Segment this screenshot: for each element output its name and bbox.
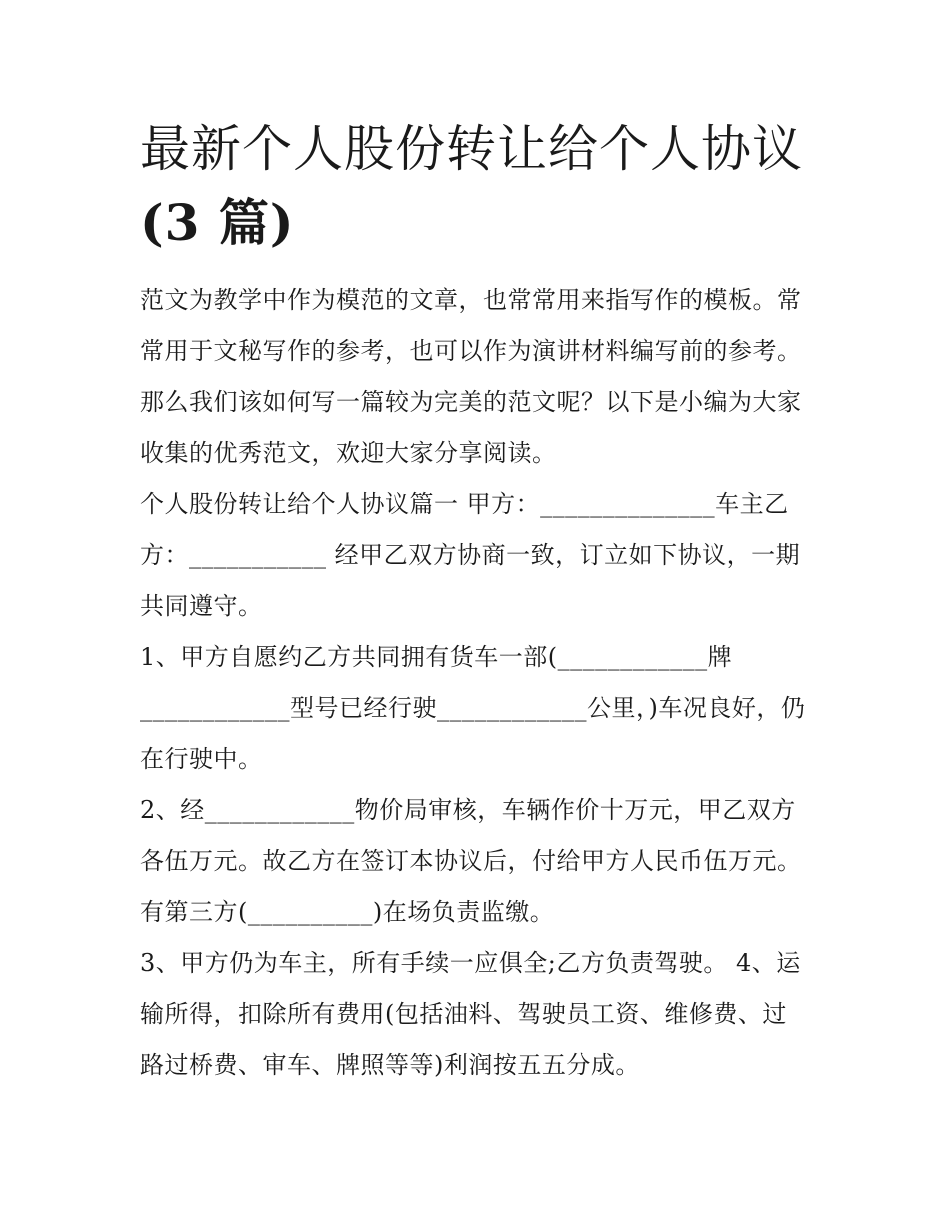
title-line-1: 最新个人股份转让给个人协议: [140, 120, 803, 178]
body-line-12: 各伍万元。故乙方在签订本协议后，付给甲方人民币伍万元。: [140, 847, 802, 875]
body-line-6: 方：___________ 经甲乙双方协商一致，订立如下协议，一期: [140, 541, 801, 569]
body-line-2: 常用于文秘写作的参考，也可以作为演讲材料编写前的参考。: [140, 337, 802, 365]
title-line-2: (3 篇): [140, 193, 295, 252]
body-line-10: 在行驶中。: [140, 745, 263, 773]
document-title: [140, 112, 830, 260]
body-line-11: 2、经____________物价局审核，车辆作价十万元，甲乙双方: [140, 796, 796, 824]
body-line-7: 共同遵守。: [140, 592, 263, 620]
body-line-1: 范文为教学中作为模范的文章，也常常用来指写作的模板。常: [140, 286, 802, 314]
body-line-9: ____________型号已经行驶____________公里，)车况良好，仍: [140, 694, 806, 722]
body-line-8: 1、甲方自愿约乙方共同拥有货车一部(____________牌: [140, 643, 733, 671]
body-line-3: 那么我们该如何写一篇较为完美的范文呢？以下是小编为大家: [140, 388, 802, 416]
body-line-13: 有第三方(__________)在场负责监缴。: [140, 898, 555, 926]
body-line-14: 3、甲方仍为车主，所有手续一应俱全;乙方负责驾驶。 4、运: [140, 949, 801, 977]
body-line-16: 路过桥费、审车、牌照等等)利润按五五分成。: [140, 1051, 640, 1079]
body-line-15: 输所得，扣除所有费用(包括油料、驾驶员工资、维修费、过: [140, 1000, 787, 1028]
body-line-4: 收集的优秀范文，欢迎大家分享阅读。: [140, 439, 557, 467]
body-line-5: 个人股份转让给个人协议篇一 甲方：______________车主乙: [140, 490, 789, 518]
